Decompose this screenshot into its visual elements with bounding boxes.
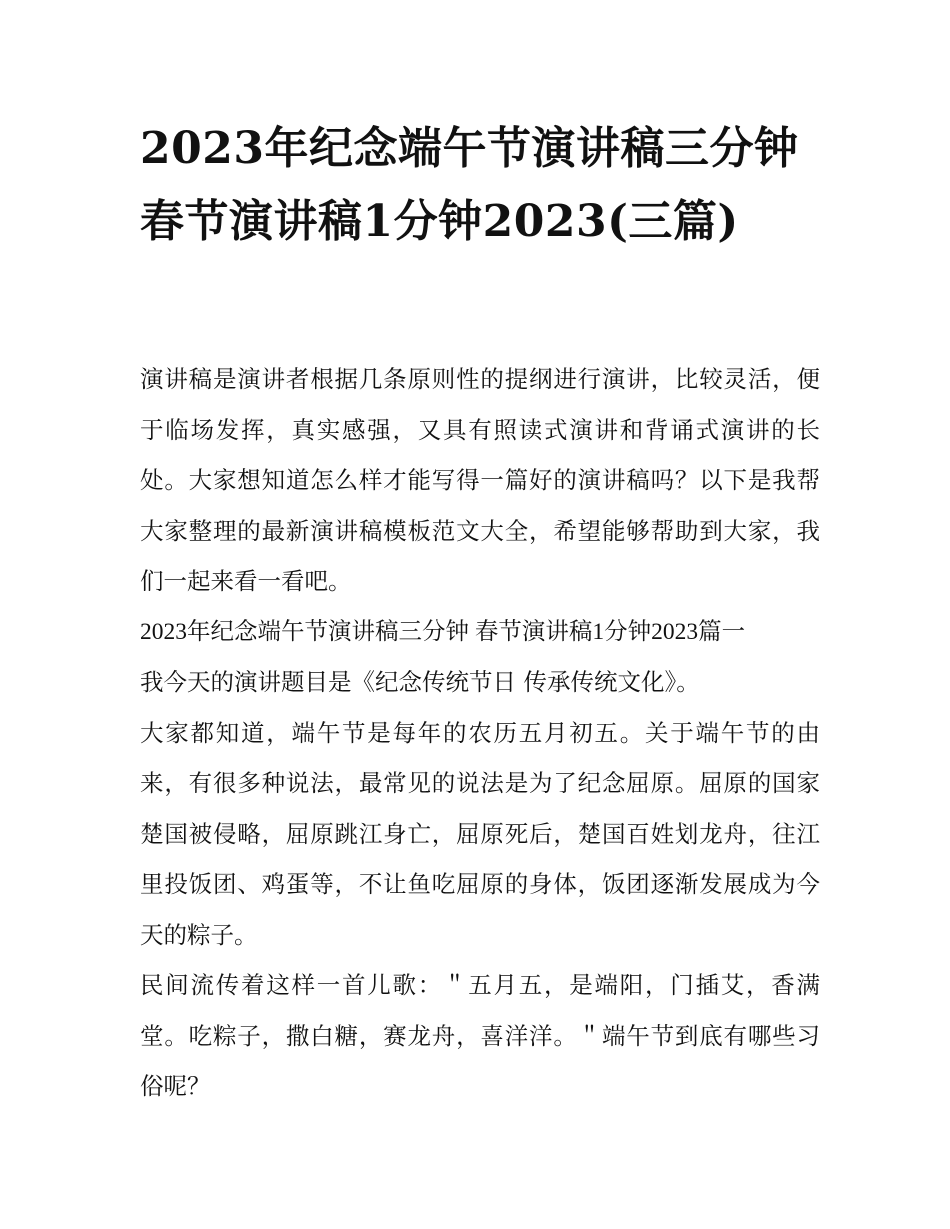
folk-song-paragraph: 民间流传着这样一首儿歌：＂五月五，是端阳，门插艾，香满堂。吃粽子，撒白糖，赛龙舟，喜洋洋。＂端午节到底有哪些习俗呢？ — [140, 971, 820, 1100]
origin-paragraph: 大家都知道，端午节是每年的农历五月初五。关于端午节的由来，有很多种说法，最常见的说法是为了纪念屈原。屈原的国家楚国被侵略，屈原跳江身亡，屈原死后，楚国百姓划龙舟，往江里投饭团、鸡蛋等，不让鱼吃屈原的身体，饭团逐渐发展成为今天的粽子。 — [140, 718, 820, 949]
speech-topic-paragraph: 我今天的演讲题目是《纪念传统节日 传承传统文化》。 — [140, 668, 700, 696]
document-title: 2023年纪念端午节演讲稿三分钟 春节演讲稿1分钟2023(三篇) — [140, 123, 799, 247]
document-body — [140, 354, 820, 1112]
section-heading: 2023年纪念端午节演讲稿三分钟 春节演讲稿1分钟2023篇一 — [140, 618, 746, 645]
intro-paragraph: 演讲稿是演讲者根据几条原则性的提纲进行演讲，比较灵活，便于临场发挥，真实感强，又具有照读式演讲和背诵式演讲的长处。大家想知道怎么样才能写得一篇好的演讲稿吗？以下是我帮大家整理的最新演讲稿模板范文大全，希望能够帮助到大家，我们一起来看一看吧。 — [140, 365, 820, 595]
